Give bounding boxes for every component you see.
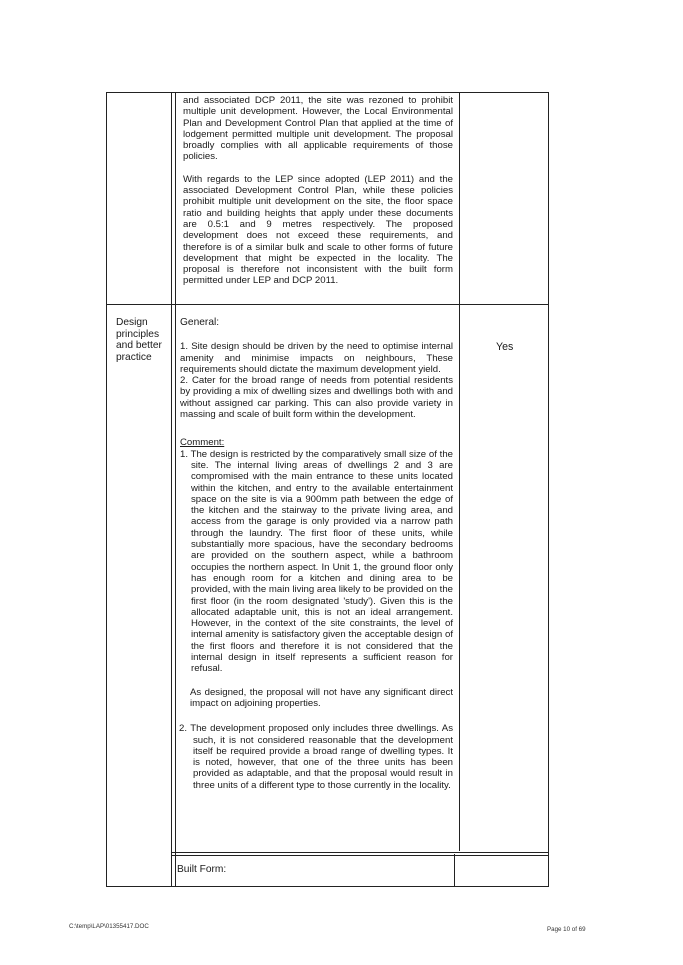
general-item-2: 2. Cater for the broad range of needs from potential residents by providing a mix of dwelling sizes and dwellings both with and without assigned car parking. This can also provide variety in massing and scale of built form within the development. <box>180 375 453 421</box>
table-border-right <box>548 92 549 887</box>
general-item-1: 1. Site design should be driven by the need to optimise internal amenity and minimise impacts on neighbours, These requirements should dictate the maximum development yield. <box>180 341 453 375</box>
row-divider-2 <box>171 852 549 853</box>
table-border-left <box>106 92 107 887</box>
row2-label: Design principles and better practice <box>116 317 162 363</box>
column-divider-1 <box>171 92 172 887</box>
footer-page-number: Page 10 of 69 <box>547 926 586 933</box>
table-bottom-border <box>106 886 549 887</box>
row-divider-1 <box>106 304 549 305</box>
row1-paragraph-2: With regards to the LEP since adopted (LEP 2011) and the associated Development Control Plan, while these policies prohibit multiple unit development on the site, the floor space ratio and building heights that apply under these documents are 0.5:1 and 9 metres respectively. The proposed development does not exceed these requirements, and therefore is of a similar bulk and scale to other forms of future development that might be expected in the locality. The proposal is therefore not inconsistent with the built form permitted under LEP and DCP 2011. <box>183 173 453 287</box>
row1-paragraph-1: and associated DCP 2011, the site was rezoned to prohibit multiple unit development. However, the Local Environmental Plan and Development Control Plan that applied at the time of lodgement permitted multiple unit development. The proposal broadly complies with all applicable requirements of those policies. <box>183 95 453 163</box>
comment-paragraph: As designed, the proposal will not have any significant direct impact on adjoining properties. <box>190 686 453 709</box>
built-form-heading: Built Form: <box>177 864 227 875</box>
column-divider-2b <box>454 854 455 887</box>
compliance-value: Yes <box>496 341 514 353</box>
row2-text <box>180 317 453 791</box>
column-divider-1-inner <box>175 92 176 887</box>
general-heading: General: <box>180 317 220 328</box>
row-divider-2b <box>171 855 549 856</box>
comment-item-1: 1. The design is restricted by the comparatively small size of the site. The internal living areas of dwellings 2 and 3 are compromised with the main entrance to these units located within the kitchen, and entry to the available entertainment space on the site is via a 900mm path between the edge of the kitchen and the stairway to the private living area, and access from the garage is only provided via a narrow path through the laundry. The first floor of these units, while substantially more spacious, have the secondary bedrooms are provided on the southern aspect, while a bathroom occupies the northern aspect. In Unit 1, the ground floor only has enough room for a kitchen and dining area to be provided, with the main living area likely to be provided on the first floor (in the room designated 'study'). Given this is the allocated adaptable unit, this is not an ideal arrangement. However, in the context of the site constraints, the level of internal amenity is satisfactory given the acceptable design of the first floors and therefore it is not considered that the internal design in itself represents a sufficient reason for refusal. <box>180 448 453 675</box>
table-top-border <box>106 92 549 93</box>
comment-item-2: 2. The development proposed only includes three dwellings. As such, it is not considered reasonable that the development itself be required provide a broad range of dwelling types. It is noted, however, that one of the three units has been provided as adaptable, and that the proposal would result in three units of a different type to those currently in the locality. <box>179 723 453 791</box>
row1-text <box>183 95 453 287</box>
column-divider-2 <box>459 92 460 851</box>
footer-file-path: C:\temp\LAP\01355417.DOC <box>69 923 149 930</box>
comment-heading: Comment: <box>180 437 225 449</box>
